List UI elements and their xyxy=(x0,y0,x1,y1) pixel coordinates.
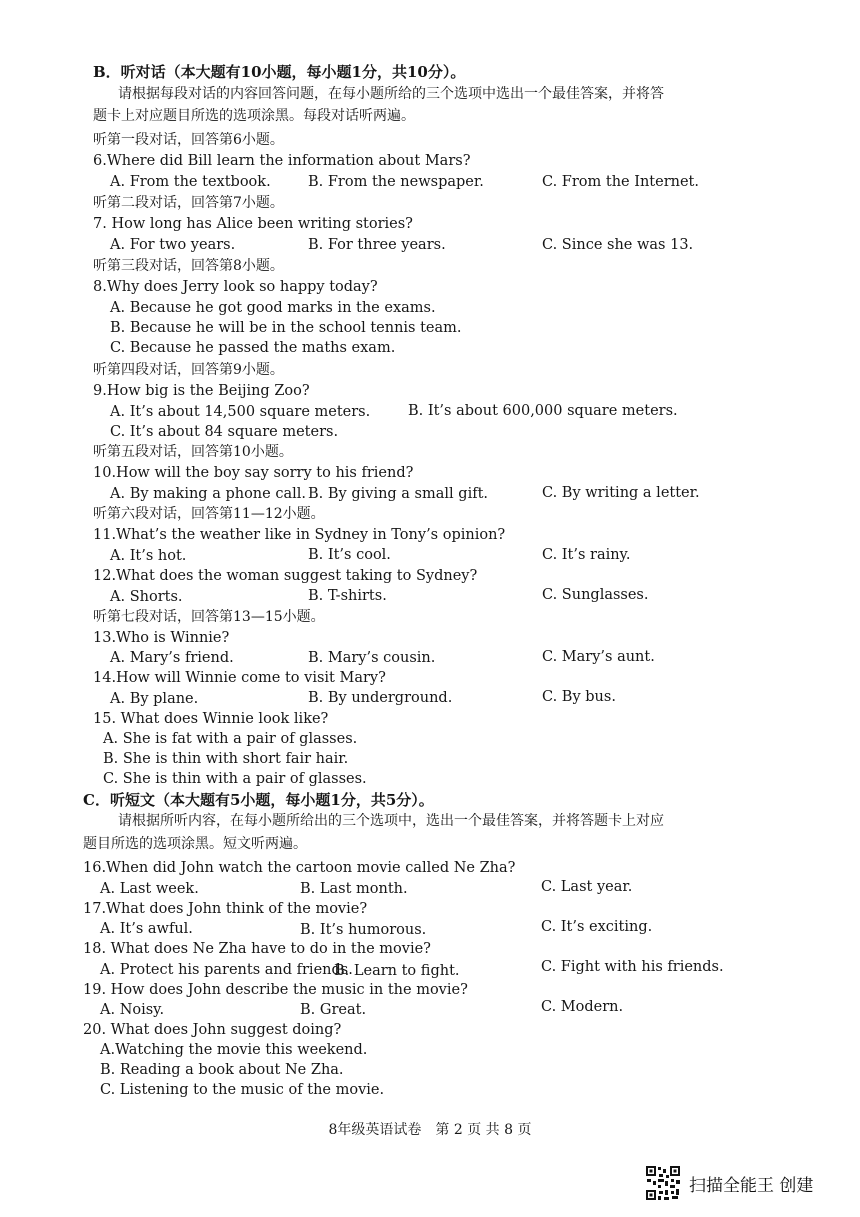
qr-code-icon xyxy=(645,1165,681,1201)
question-18-stem: 18. What does Ne Zha have to do in the movie? xyxy=(83,941,431,957)
question-14-option-c: C. By bus. xyxy=(542,689,616,705)
question-11-stem: 11.What’s the weather like in Sydney in Tony’s opinion? xyxy=(93,527,506,543)
dialogue-cue-3: 听第三段对话，回答第8小题。 xyxy=(93,258,284,274)
dialogue-cue-6: 听第六段对话，回答第11—12小题。 xyxy=(93,506,325,522)
question-8-option-a: A. Because he got good marks in the exams. xyxy=(110,300,436,316)
question-17-option-b: B. It’s humorous. xyxy=(300,922,427,938)
question-6-option-a: A. From the textbook. xyxy=(110,174,271,190)
section-c-heading: C．听短文（本大题有5小题，每小题1分，共5分）。 xyxy=(83,791,434,809)
question-15-option-b: B. She is thin with short fair hair. xyxy=(103,751,349,767)
question-7-option-c: C. Since she was 13. xyxy=(542,237,694,253)
question-14-option-b: B. By underground. xyxy=(308,690,453,706)
question-17-option-a: A. It’s awful. xyxy=(100,921,193,937)
question-20-stem: 20. What does John suggest doing? xyxy=(83,1022,342,1038)
question-11-option-c: C. It’s rainy. xyxy=(542,547,631,563)
question-12-option-b: B. T-shirts. xyxy=(308,588,387,604)
section-b-heading: B．听对话（本大题有10小题，每小题1分，共10分）。 xyxy=(93,63,466,81)
question-9-option-a: A. It’s about 14,500 square meters. xyxy=(110,404,371,420)
question-14-stem: 14.How will Winnie come to visit Mary? xyxy=(93,670,386,686)
question-13-option-a: A. Mary’s friend. xyxy=(110,650,234,666)
watermark-text: 扫描全能王 创建 xyxy=(689,1175,814,1196)
page-footer: 8年级英语试卷 第 2 页 共 8 页 xyxy=(328,1122,532,1138)
question-7-stem: 7. How long has Alice been writing stories? xyxy=(93,216,413,232)
question-9-option-c: C. It’s about 84 square meters. xyxy=(110,424,339,440)
question-17-stem: 17.What does John think of the movie? xyxy=(83,901,368,917)
question-18-option-b: B. Learn to fight. xyxy=(334,963,460,979)
question-20-option-a: A.Watching the movie this weekend. xyxy=(100,1042,368,1058)
section-c-instruction-line2: 题目所选的选项涂黑。短文听两遍。 xyxy=(83,836,307,852)
question-19-option-b: B. Great. xyxy=(300,1002,367,1018)
dialogue-cue-1: 听第一段对话，回答第6小题。 xyxy=(93,132,284,148)
dialogue-cue-7: 听第七段对话，回答第13—15小题。 xyxy=(93,609,325,625)
question-11-option-a: A. It’s hot. xyxy=(110,548,187,564)
dialogue-cue-4: 听第四段对话，回答第9小题。 xyxy=(93,362,284,378)
question-7-option-b: B. For three years. xyxy=(308,237,446,253)
question-16-option-c: C. Last year. xyxy=(541,879,633,895)
question-19-option-c: C. Modern. xyxy=(541,999,624,1015)
section-b-instruction-line1: 请根据每段对话的内容回答问题，在每小题所给的三个选项中选出一个最佳答案，并将答 xyxy=(118,86,664,102)
question-10-option-b: B. By giving a small gift. xyxy=(308,486,489,502)
question-8-stem: 8.Why does Jerry look so happy today? xyxy=(93,279,378,295)
question-13-option-b: B. Mary’s cousin. xyxy=(308,650,436,666)
question-15-stem: 15. What does Winnie look like? xyxy=(93,711,329,727)
question-20-option-c: C. Listening to the music of the movie. xyxy=(100,1082,385,1098)
question-8-option-b: B. Because he will be in the school tennis team. xyxy=(110,320,462,336)
question-13-option-c: C. Mary’s aunt. xyxy=(542,649,655,665)
question-10-stem: 10.How will the boy say sorry to his friend? xyxy=(93,465,414,481)
question-8-option-c: C. Because he passed the maths exam. xyxy=(110,340,396,356)
scanner-watermark xyxy=(645,1163,813,1203)
section-c-instruction-line1: 请根据所听内容，在每小题所给出的三个选项中，选出一个最佳答案，并将答题卡上对应 xyxy=(118,813,664,829)
question-9-option-b: B. It’s about 600,000 square meters. xyxy=(408,403,678,419)
question-6-option-b: B. From the newspaper. xyxy=(308,174,484,190)
question-14-option-a: A. By plane. xyxy=(110,691,199,707)
question-7-option-a: A. For two years. xyxy=(110,237,236,253)
dialogue-cue-5: 听第五段对话，回答第10小题。 xyxy=(93,444,293,460)
question-15-option-a: A. She is fat with a pair of glasses. xyxy=(103,731,358,747)
question-6-stem: 6.Where did Bill learn the information about Mars? xyxy=(93,153,471,169)
question-12-stem: 12.What does the woman suggest taking to Sydney? xyxy=(93,568,478,584)
question-10-option-a: A. By making a phone call. xyxy=(110,486,306,502)
question-16-option-b: B. Last month. xyxy=(300,881,408,897)
section-b-instruction-line2: 题卡上对应题目所选的选项涂黑。每段对话听两遍。 xyxy=(93,108,415,124)
question-19-option-a: A. Noisy. xyxy=(100,1002,165,1018)
question-10-option-c: C. By writing a letter. xyxy=(542,485,700,501)
question-20-option-b: B. Reading a book about Ne Zha. xyxy=(100,1062,344,1078)
dialogue-cue-2: 听第二段对话，回答第7小题。 xyxy=(93,195,284,211)
question-13-stem: 13.Who is Winnie? xyxy=(93,630,230,646)
question-16-stem: 16.When did John watch the cartoon movie called Ne Zha? xyxy=(83,860,516,876)
question-18-option-c: C. Fight with his friends. xyxy=(541,959,724,975)
question-12-option-a: A. Shorts. xyxy=(110,589,183,605)
question-18-option-a: A. Protect his parents and friends. xyxy=(100,962,353,978)
question-6-option-c: C. From the Internet. xyxy=(542,174,699,190)
question-9-stem: 9.How big is the Beijing Zoo? xyxy=(93,383,310,399)
question-11-option-b: B. It’s cool. xyxy=(308,547,391,563)
question-19-stem: 19. How does John describe the music in the movie? xyxy=(83,982,468,998)
question-17-option-c: C. It’s exciting. xyxy=(541,919,653,935)
question-16-option-a: A. Last week. xyxy=(100,881,199,897)
question-15-option-c: C. She is thin with a pair of glasses. xyxy=(103,771,367,787)
question-12-option-c: C. Sunglasses. xyxy=(542,587,649,603)
